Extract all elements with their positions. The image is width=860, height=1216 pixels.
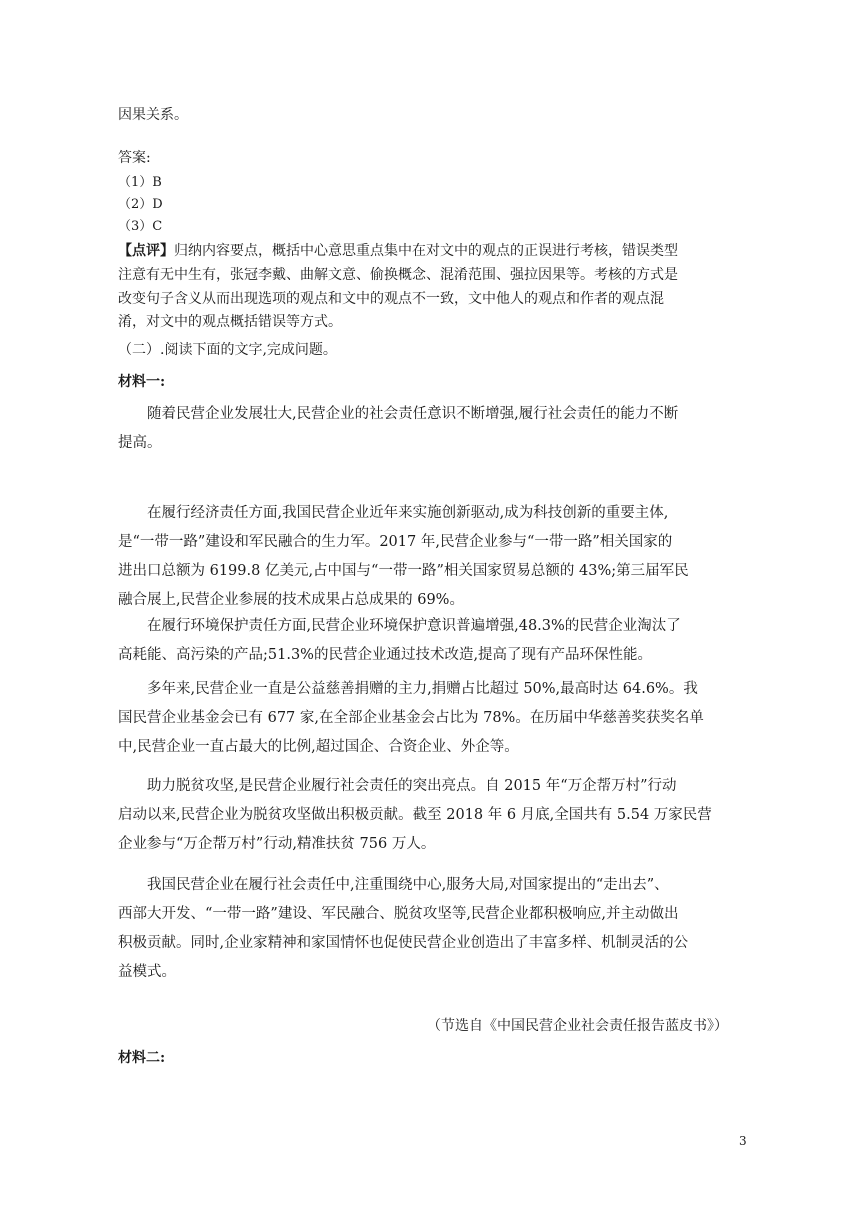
paragraph-2: 在履行经济责任方面,我国民营企业近年来实施创新驱动,成为科技创新的重要主体, 是“一带一路”建设和军民融合的生力军。2017 年,民营企业参与“一带一路”相关国家的 进出口总额为 6199.8 亿美元,占中国与“一带一路”相关国家贸易总额的 43%;第三届军民 融合展上,民营企业参展的技术成果占总成果的 69%。	[118, 505, 689, 608]
paragraph-3: 在履行环境保护责任方面,民营企业环境保护意识普遍增强,48.3%的民营企业淘汰了 高耗能、高污染的产品;51.3%的民营企业通过技术改造,提高了现有产品环保性能。	[118, 618, 681, 663]
comment-line-2: 注意有无中生有，张冠李戴、曲解文意、偷换概念、混淆范围、强拉因果等。考核的方式是	[118, 267, 678, 283]
paragraph-4: 多年来,民营企业一直是公益慈善捐赠的主力,捐赠占比超过 50%,最高时达 64.6%。我 国民营企业基金会已有 677 家,在全部企业基金会占比为 78%。在历届中华慈善奖获奖名单 中,民营企业一直占最大的比例,超过国企、合资企业、外企等。	[118, 681, 704, 755]
answer-1: （1）B	[118, 175, 162, 190]
page-number: 3	[739, 1134, 747, 1148]
paragraph-5: 助力脱贫攻坚,是民营企业履行社会责任的突出亮点。自 2015 年“万企帮万村”行动 启动以来,民营企业为脱贫攻坚做出积极贡献。截至 2018 年 6 月底,全国共有 5.54 万家民营 企业参与“万企帮万村”行动,精准扶贫 756 万人。	[118, 778, 712, 852]
comment-label: 【点评】	[118, 243, 174, 259]
comment-line-3: 改变句子含义从而出现选项的观点和文中的观点不一致，文中他人的观点和作者的观点混	[118, 291, 664, 307]
paragraph-6: 我国民营企业在履行社会责任中,注重围绕中心,服务大局,对国家提出的“走出去”、 西部大开发、“一带一路”建设、军民融合、脱贫攻坚等,民营企业都积极响应,并主动做出 积极贡献。同时,企业家精神和家国情怀也促使民营企业创造出了丰富多样、机制灵活的公 益模式。	[118, 877, 689, 980]
comment-line-4: 淆，对文中的观点概括错误等方式。	[118, 314, 342, 330]
material-2-title: 材料二:	[118, 1050, 166, 1066]
answer-3: （3）C	[118, 219, 163, 234]
answer-2: （2）D	[118, 197, 163, 212]
comment-line-1: 【点评】归纳内容要点，概括中心意思重点集中在对文中的观点的正误进行考核，错误类型	[118, 243, 678, 259]
material-1-title: 材料一:	[118, 374, 166, 390]
answer-label: 答案:	[118, 150, 151, 166]
section-heading: （二）.阅读下面的文字,完成问题。	[118, 342, 337, 358]
paragraph-1: 随着民营企业发展壮大,民营企业的社会责任意识不断增强,履行社会责任的能力不断 提高。	[118, 406, 679, 451]
top-line: 因果关系。	[118, 107, 188, 123]
source-citation: （节选自《中国民营企业社会责任报告蓝皮书》）	[427, 1018, 728, 1034]
